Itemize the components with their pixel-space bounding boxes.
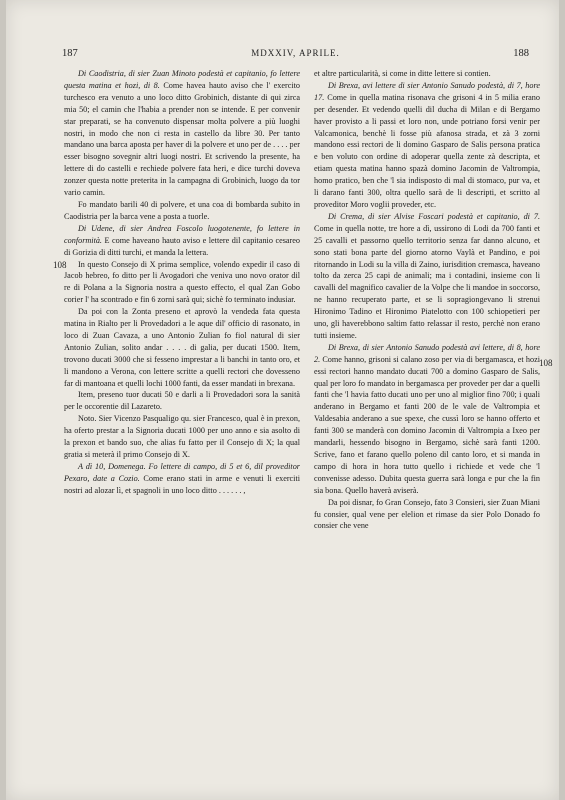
paragraph-text: Come in quella notte, tre hore a dì, ussirono di Lodi da 700 fanti et 25 cavalli et passorno quello territorio senza far danno alcuno, et sono stati bona parte del giorno atorno Vaylà et Pandino, e poi ritornando in Lodi su la villa di Zaino, iurisdition cremasca, haveano tolto da zerca 25 capi de animali; ma i contadini, insieme con li cavalli del magnifico cavalier de la Volpe che li mandoe in soccorso, ne hanno recuperato parte, et se li sopragiongevano li strenui Hironimo Tadino et Hironimo Piatelotto con 100 schiopetieri per uno, gli haverebbono saltim fatto relassar il resto, perchè non erano tutti insieme. bbox=[314, 223, 540, 340]
paragraph bbox=[314, 80, 540, 211]
paragraph-text: Fo mandato barili 40 di polvere, et una coa di bombarda subito in Caodistria per la barca vene a posta a tuorle. bbox=[64, 199, 300, 221]
paragraph bbox=[64, 461, 300, 497]
running-title: MDXXIV, APRILE. bbox=[251, 48, 340, 58]
paragraph bbox=[64, 199, 300, 223]
left-column bbox=[64, 68, 300, 497]
paragraph-text: Noto. Sier Vicenzo Pasqualigo qu. sier Francesco, qual è in prexon, ha oferto prestar a la Signoria ducati 1000 per uno anno e sia asolto di la prexon et bando suo, che alias fu fatto per il Consejo di X; la qual gratia si meterà il primo Consejo di X. bbox=[64, 414, 300, 459]
margin-number-right: 108 bbox=[539, 358, 553, 368]
paragraph-italic: Di Brexa, di sier Antonio Sanudo podestà avi lettere, di 8, hore 2. bbox=[314, 342, 540, 364]
paragraph-text: Come in quella matina risonava che grisoni 4 in 5 milia erano per desender. Et vedendo quelli dil ducha di Milan e di Bergamo haver provisto a li passi et loro non, unde potriano forsi venir per Valcamonica, benchè li fosse più afanosa strada, et zà 3 zorni mandono essi rectori de li domino Gasparo de Salis persona pratica e ben voluto con ordine di adoperar quella zente zà descripta, et etiam questa matina hanno spazà domino Jacomin de Valtrompia, homo pratico, ben che 'l sia indisposto di mal di stomaco, pur va, et li darano fanti 300, oltra quello sarà de li descripti, et scritto al proveditor Moro voglii proveder, etc. bbox=[314, 92, 540, 209]
paragraph bbox=[64, 68, 300, 199]
paragraph-text: Da poi con la Zonta preseno et aprovò la vendeda fata questa matina in Rialto per li Provedadori a le aque dil' officio di rasonato, in loco di Zuan Cavaza, a uno Antonio Zulian fo fiol natural di sier Antonio Zulian, solito andar . . . . di galia, per ducati 1500. Item, trovono ducati 3000 che si fesseno imprestar a li banchi in tanto oro, et li mandono a Verona, con lettere scritte a quelli rectori che dovesseno far di mantoana et quelli lochi 1000 fanti, da esser mandati in brexana. bbox=[64, 307, 300, 388]
book-page bbox=[6, 0, 559, 800]
paragraph bbox=[64, 413, 300, 461]
page-number-right: 188 bbox=[513, 48, 529, 59]
paragraph-text: Come havea hauto aviso che l' exercito turchesco era venuto a uno loco ditto Grobinich, distante di qui zirca mia 50; el camin che l'habia a prender non se intende. E per convenir star preparati, se ha convenuto dispensar molta polvere a più luoghi nostri, in modo che non ci resta in castello da libre 30. Per tanto mandano una barca aposta per haver di la polvere et uno per de . . . . per esser bisogno sovegnir altri luogi nostri. Et scrivendo la presente, ha lettere di do castelli e rechiede polvere fata heri, e dice turchi doveva zonzer questa notte preterita in la campagna di Grobinich, luogo da tor vario camin. bbox=[64, 80, 301, 198]
running-header bbox=[62, 48, 529, 62]
paragraph-text: Da poi disnar, fo Gran Consejo, fato 3 Consieri, sier Zuan Miani fu consier, qual vene per elelion et rimase da sier Polo Donado fo consier che vene bbox=[314, 497, 540, 531]
paragraph bbox=[314, 211, 540, 342]
paragraph-text: et altre particularità, si come in ditte lettere si contien. bbox=[314, 69, 491, 78]
paragraph-italic: Di Crema, di sier Alvise Foscari podestà et capitanio, di 7. bbox=[328, 211, 540, 221]
paragraph bbox=[64, 259, 300, 307]
paragraph-text: Come erano stati in arme e venuti li exerciti nostri ad alozar lì, et spagnoli in uno loco ditto . . . . . . , bbox=[64, 473, 301, 495]
page-number-left: 187 bbox=[62, 48, 78, 59]
paragraph bbox=[64, 223, 300, 259]
paragraph-text: Come hanno, grisoni si calano zoso per via di bergamasca, et hozi essi rectori hanno mandato ducati 700 a domino Gasparo de Salis, qual per loro fo mandato in bergamasca per proveder per dar a quelli fanti che 'l havia fatto ducati uno per uno al miglior fino 700; i quali anderano in Bergamo et fanti 200 de le vale de Valtrompia et Valdesabia anderano a sue spexe, che cussì loro se hanno offerto et fanti 300 se manderà con domino Jacomin di Valtrompia a Ixeo per mandarli, hessendo bisogno in Bergamo, sichè sarà fanti 1200. Scrive, fano et farano quello poleno dil canto loro, et si manda in campo di hora in hora tutto quello i richiede et vede che 'l convenisse adesso. Dubita questa guerra sarà longa e pur che la fin sia bona. Quello haverà aviserà. bbox=[314, 354, 540, 495]
paragraph-italic: A dì 10, Domenega. Fo lettere di campo, di 5 et 6, dil proveditor Pexaro, date a Cozio. bbox=[64, 461, 300, 483]
margin-number-left: 108 bbox=[53, 260, 67, 270]
paragraph bbox=[314, 68, 540, 80]
paragraph bbox=[64, 389, 300, 413]
paragraph bbox=[314, 342, 540, 497]
paragraph-text: Item, preseno tuor ducati 50 e darli a li Provedadori sora la sanità per le occorentie dil Lazareto. bbox=[64, 390, 300, 412]
paragraph bbox=[64, 306, 300, 389]
paragraph-text: E come haveano hauto aviso e lettere dil capitanio cesareo di Gorizia di ditti turchi, et manda la lettera. bbox=[64, 235, 300, 257]
paragraph-italic: Di Caodistria, di sier Zuan Minoto podestà et capitanio, fo lettere questa matina et hozi, di 8. bbox=[64, 69, 300, 90]
right-column bbox=[314, 68, 540, 532]
paragraph-italic: Di Brexa, avi lettere di sier Antonio Sanudo podestà, di 7, hore 17. bbox=[314, 80, 540, 102]
paragraph-italic: Di Udene, di sier Andrea Foscolo luogotenente, fo lettere in conformità. bbox=[64, 223, 300, 245]
paragraph-text: In questo Consejo di X prima semplice, volendo expedir il caso di Jacob hebreo, fo ditto per li Avogadori che veniva uno novo orator dil re di Polana a la Signoria nostra a questo effecto, el qual Zan Gobo corier l' ha scontrado e fin 6 zorni sarà qui; sichè fo terminato indusiar. bbox=[64, 259, 300, 305]
paragraph bbox=[314, 497, 540, 533]
